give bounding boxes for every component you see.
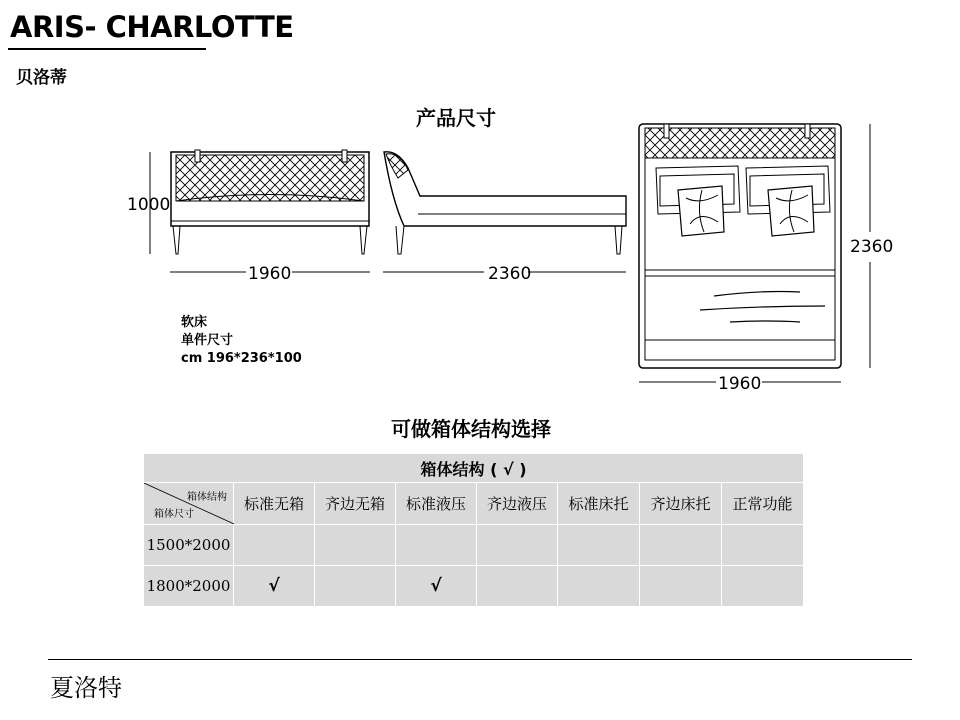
top-view-drawing (639, 124, 870, 382)
column-header: 正常功能 (722, 483, 804, 525)
option-cell (315, 566, 396, 607)
column-header: 标准液压 (396, 483, 477, 525)
option-cell (315, 525, 396, 566)
front-width-label: 1960 (248, 264, 292, 284)
top-width-label: 1960 (718, 374, 762, 394)
corner-label-size: 箱体尺寸 (154, 509, 194, 520)
column-header: 齐边床托 (640, 483, 722, 525)
option-cell (477, 566, 558, 607)
column-header: 标准床托 (558, 483, 640, 525)
product-subtitle: 贝洛蒂 (16, 68, 67, 88)
table-group-header: 箱体结构 ( √ ) (144, 454, 804, 483)
footer-divider (48, 659, 912, 660)
dimensions-heading: 产品尺寸 (416, 106, 496, 130)
front-view-drawing (150, 150, 370, 272)
option-cell (722, 525, 804, 566)
spec-note-type: 软床 (181, 315, 208, 330)
option-cell (558, 566, 640, 607)
brand-title: ARIS- CHARLOTTE (10, 10, 294, 44)
spec-note-label: 单件尺寸 (181, 333, 234, 348)
corner-header-cell (144, 483, 234, 525)
column-header: 标准无箱 (234, 483, 315, 525)
footer-product-name: 夏洛特 (50, 674, 122, 702)
corner-label-structure: 箱体结构 (187, 492, 227, 503)
option-cell (722, 566, 804, 607)
options-heading: 可做箱体结构选择 (391, 417, 551, 441)
side-view-drawing (383, 152, 626, 272)
option-cell: √ (234, 566, 315, 607)
spec-note (181, 314, 302, 368)
side-length-label: 2360 (488, 264, 532, 284)
option-cell (396, 525, 477, 566)
column-header: 齐边液压 (477, 483, 558, 525)
table-row (144, 566, 804, 607)
spec-note-size: cm 196*236*100 (181, 351, 302, 366)
front-height-label: 1000 (127, 195, 171, 215)
option-cell (234, 525, 315, 566)
option-cell (640, 566, 722, 607)
option-cell (558, 525, 640, 566)
table-row (144, 525, 804, 566)
options-table (143, 453, 804, 607)
top-length-label: 2360 (850, 237, 894, 257)
option-cell: √ (396, 566, 477, 607)
option-cell (640, 525, 722, 566)
row-size-label: 1500*2000 (144, 525, 234, 566)
option-cell (477, 525, 558, 566)
column-header: 齐边无箱 (315, 483, 396, 525)
row-size-label: 1800*2000 (144, 566, 234, 607)
